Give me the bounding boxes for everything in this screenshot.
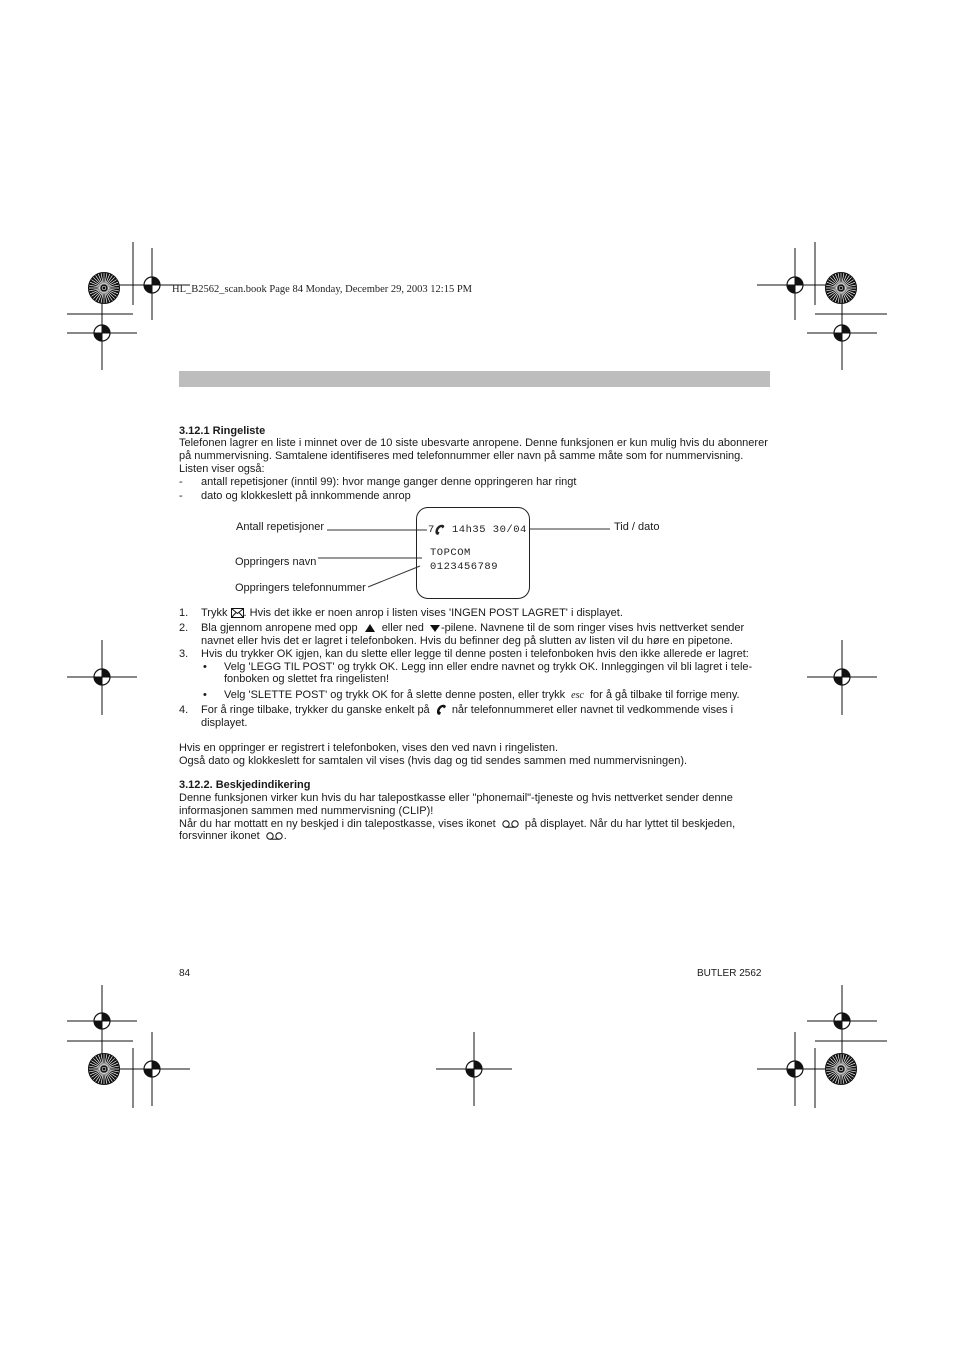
step-text: -pilene. Navnene til de som ringer vises hvis nettverket sender bbox=[440, 622, 745, 634]
sub-bullet: • bbox=[203, 661, 207, 673]
step-text: for å gå tilbake til forrige meny. bbox=[589, 689, 740, 701]
paragraph-line: Hvis en oppringer er registrert i telefonboken, vises den ved navn i ringelisten. bbox=[179, 742, 559, 754]
voicemail-icon bbox=[266, 832, 283, 840]
phone-handset-icon bbox=[434, 524, 445, 536]
paragraph-line: informasjonen sammen med nummervisning (CLIP)! bbox=[179, 805, 434, 817]
step-4 bbox=[201, 704, 733, 717]
list-item: antall repetisjoner (inntil 99): hvor mange ganger denne oppringeren har ringt bbox=[201, 476, 577, 488]
product-name: BUTLER 2562 bbox=[697, 968, 762, 979]
lcd-time-date: 14h35 30/04 bbox=[452, 524, 527, 536]
step-number: 3. bbox=[179, 648, 189, 660]
page-number: 84 bbox=[179, 968, 191, 979]
label-repetitions: Antall repetisjoner bbox=[236, 521, 325, 533]
down-arrow-icon bbox=[430, 625, 440, 632]
step-2 bbox=[201, 622, 744, 635]
paragraph-line: Telefonen lagrer en liste i minnet over de 10 siste ubesvarte anropene. Denne funksjonen er kun mulig hvis du abonnerer bbox=[179, 437, 768, 449]
paragraph-line: Også dato og klokkeslett for samtalen vil vises (hvis dag og tid sendes sammen med nummervisningen). bbox=[179, 755, 688, 767]
step-text: . Hvis det ikke er noen anrop i listen vises 'INGEN POST LAGRET' i displayet. bbox=[243, 607, 623, 619]
paragraph-line: på nummervisning. Samtalene identifiseres med telefonnummer eller navn på samme måte som for nummervisning. bbox=[179, 450, 744, 462]
paragraph-line: Denne funksjonen virker kun hvis du har talepostkasse eller "phonemail"-tjeneste og hvis nettverket sender denne bbox=[179, 792, 733, 804]
step-number: 2. bbox=[179, 622, 189, 634]
section-heading: 3.12.1 Ringeliste bbox=[179, 425, 266, 437]
step-text: navnet eller hvis det er lagret i telefonboken. Hvis du befinner deg på slutten av listen vil du høre en pipetone. bbox=[201, 635, 733, 647]
lcd-repeat-count: 7 bbox=[428, 524, 435, 536]
step-text: fonboken og slettet fra ringelisten! bbox=[224, 673, 390, 685]
step-sub-2 bbox=[224, 689, 740, 702]
esc-key-label: esc bbox=[571, 690, 584, 701]
text: . bbox=[283, 830, 287, 842]
sub-bullet: • bbox=[203, 689, 207, 701]
voicemail-icon bbox=[502, 820, 519, 828]
step-number: 4. bbox=[179, 704, 189, 716]
lcd-caller-name: TOPCOM bbox=[430, 547, 471, 559]
paragraph-line bbox=[179, 830, 287, 843]
label-caller-number: Oppringers telefonnummer bbox=[235, 582, 366, 594]
step-text: når telefonnummeret eller navnet til vedkommende vises i bbox=[451, 704, 734, 716]
step-text: Trykk bbox=[201, 607, 228, 619]
list-dash: - bbox=[179, 490, 183, 502]
step-text: For å ringe tilbake, trykker du ganske enkelt på bbox=[201, 704, 430, 716]
lcd-caller-number: 0123456789 bbox=[430, 561, 499, 573]
step-text: displayet. bbox=[201, 717, 248, 729]
step-text: Hvis du trykker OK igjen, kan du slette eller legge til denne posten i telefonboken hvis den ikke allerede er lagret: bbox=[201, 648, 749, 660]
step-text: Velg 'LEGG TIL POST' og trykk OK. Legg inn eller endre navnet og trykk OK. Innleggingen vil bli lagret i tele- bbox=[224, 661, 753, 673]
text: på displayet. Når du har lyttet til beskjeden, bbox=[524, 818, 736, 830]
label-caller-name: Oppringers navn bbox=[235, 556, 317, 568]
list-item: dato og klokkeslett på innkommende anrop bbox=[201, 490, 411, 502]
list-dash: - bbox=[179, 476, 183, 488]
up-arrow-icon bbox=[365, 624, 375, 632]
label-time-date: Tid / dato bbox=[614, 521, 660, 533]
step-number: 1. bbox=[179, 607, 189, 619]
paragraph-line: Listen viser også: bbox=[179, 463, 265, 475]
section-heading: 3.12.2. Beskjedindikering bbox=[179, 779, 311, 791]
text: Når du har mottatt en ny beskjed i din talepostkasse, vises ikonet bbox=[179, 818, 496, 830]
step-1 bbox=[201, 607, 623, 620]
phone-handset-icon bbox=[435, 704, 447, 716]
text: forsvinner ikonet bbox=[179, 830, 260, 842]
step-text: Velg 'SLETTE POST' og trykk OK for å slette denne posten, eller trykk bbox=[224, 689, 566, 701]
print-header: HL_B2562_scan.book Page 84 Monday, December 29, 2003 12:15 PM bbox=[172, 284, 472, 295]
envelope-icon bbox=[231, 608, 244, 618]
step-text: Bla gjennom anropene med opp bbox=[201, 622, 358, 634]
step-text: eller ned bbox=[381, 622, 424, 634]
